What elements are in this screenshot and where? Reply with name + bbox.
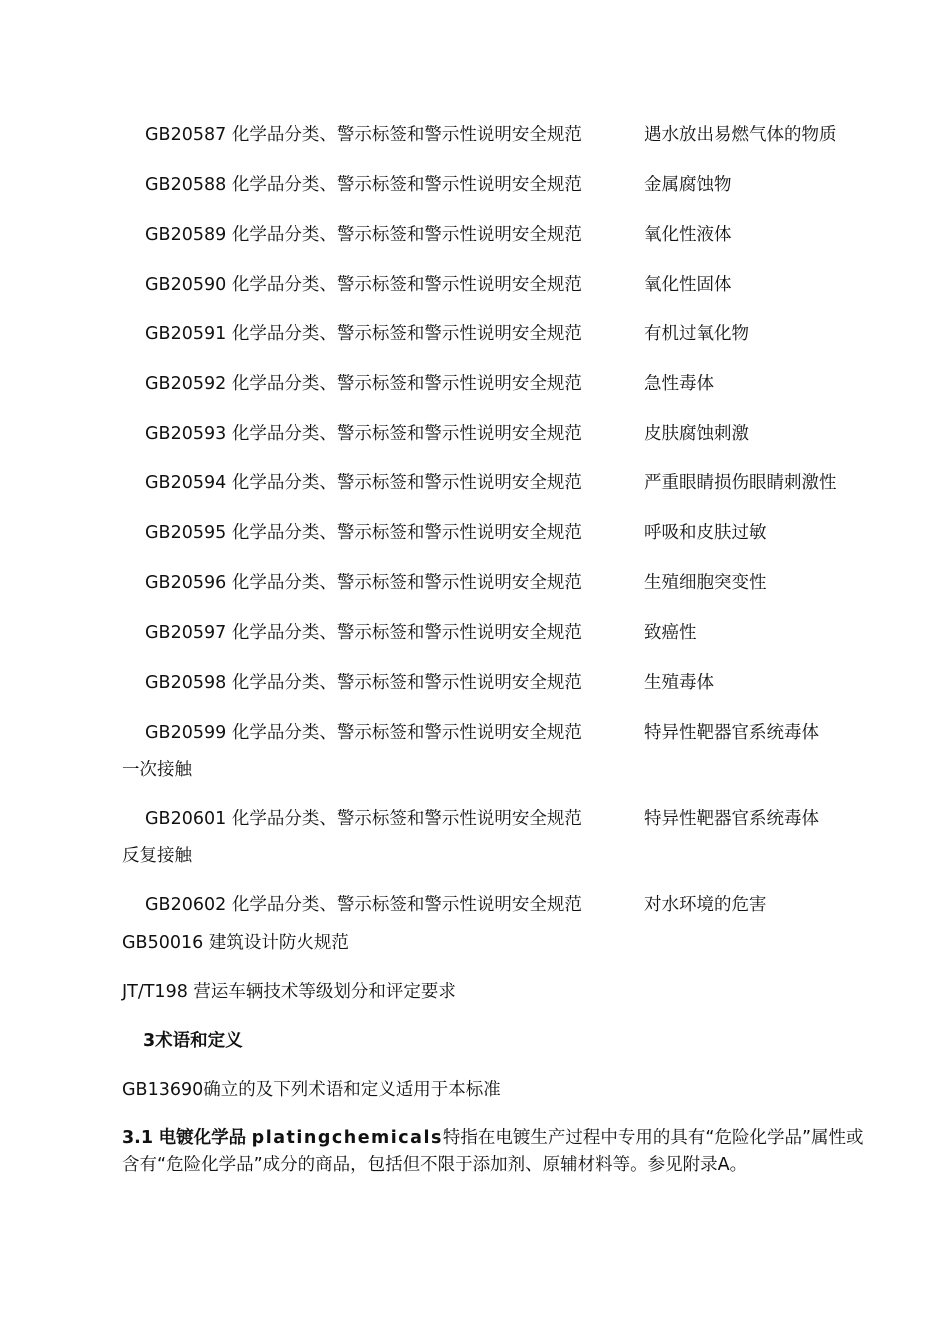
standard-row	[0, 271, 950, 295]
definition-number: 3.1	[122, 1128, 154, 1148]
standard-reference	[145, 271, 582, 296]
standard-title: 化学品分类、警示标签和警示性说明安全规范	[231, 673, 582, 693]
hazard-category: 金属腐蚀物	[644, 175, 732, 195]
standard-code: GB20589	[145, 225, 227, 245]
standard-row	[0, 891, 950, 915]
standard-title: 化学品分类、警示标签和警示性说明安全规范	[231, 275, 582, 295]
standard-row	[0, 805, 950, 829]
standard-code: GB20596	[145, 573, 227, 593]
standard-title: 化学品分类、警示标签和警示性说明安全规范	[231, 424, 582, 444]
standard-code: GB20599	[145, 723, 227, 743]
standard-title: 化学品分类、警示标签和警示性说明安全规范	[231, 175, 582, 195]
standard-title: 建筑设计防火规范	[208, 933, 349, 953]
standard-reference	[145, 569, 582, 594]
standard-row	[0, 420, 950, 444]
standard-reference	[145, 719, 582, 744]
standard-title: 化学品分类、警示标签和警示性说明安全规范	[231, 374, 582, 394]
hazard-category: 对水环境的危害	[644, 895, 767, 915]
standard-code: GB20594	[145, 473, 227, 493]
standard-code: GB20592	[145, 374, 227, 394]
standard-row	[0, 619, 950, 643]
standard-title: 化学品分类、警示标签和警示性说明安全规范	[231, 809, 582, 829]
standard-reference	[145, 121, 582, 146]
hazard-category: 氧化性固体	[644, 275, 732, 295]
standard-row	[0, 469, 950, 493]
standard-title: 营运车辆技术等级划分和评定要求	[193, 982, 456, 1002]
standard-title: 化学品分类、警示标签和警示性说明安全规范	[231, 473, 582, 493]
standard-row	[0, 569, 950, 593]
standard-reference	[145, 469, 582, 494]
standard-reference	[145, 519, 582, 544]
standard-title: 化学品分类、警示标签和警示性说明安全规范	[231, 324, 582, 344]
standard-title: 化学品分类、警示标签和警示性说明安全规范	[231, 523, 582, 543]
standard-code: GB20601	[145, 809, 227, 829]
section-heading: 3术语和定义	[143, 1031, 243, 1051]
standard-reference	[145, 320, 582, 345]
standard-code: GB20588	[145, 175, 227, 195]
standard-row	[0, 121, 950, 145]
standard-reference	[145, 619, 582, 644]
standard-reference	[145, 669, 582, 694]
standard-reference	[145, 221, 582, 246]
standard-title: 化学品分类、警示标签和警示性说明安全规范	[231, 623, 582, 643]
standard-code: GB20598	[145, 673, 227, 693]
hazard-category: 生殖毒体	[644, 673, 714, 693]
definition-3-1	[122, 1125, 872, 1179]
standard-reference	[145, 370, 582, 395]
standard-code: GB20595	[145, 523, 227, 543]
standard-title: 化学品分类、警示标签和警示性说明安全规范	[231, 573, 582, 593]
standard-code: JT/T198	[122, 982, 188, 1002]
hazard-category: 氧化性液体	[644, 225, 732, 245]
standard-row	[0, 171, 950, 195]
standard-code: GB20591	[145, 324, 227, 344]
standard-reference	[145, 805, 582, 830]
standard-reference	[145, 171, 582, 196]
standard-title: 化学品分类、警示标签和警示性说明安全规范	[231, 225, 582, 245]
standard-reference	[145, 420, 582, 445]
standard-row	[0, 221, 950, 245]
hazard-category: 特异性靶器官系统毒体	[644, 809, 819, 829]
standard-row	[0, 669, 950, 693]
hazard-category: 有机过氧化物	[644, 324, 749, 344]
standard-code: GB20590	[145, 275, 227, 295]
hazard-category: 遇水放出易燃气体的物质	[644, 125, 837, 145]
standard-title: 化学品分类、警示标签和警示性说明安全规范	[231, 895, 582, 915]
standard-row	[0, 320, 950, 344]
standard-row	[0, 519, 950, 543]
standard-reference-gb50016	[122, 929, 349, 954]
hazard-category: 特异性靶器官系统毒体	[644, 723, 819, 743]
hazard-category: 生殖细胞突变性	[644, 573, 767, 593]
hazard-category: 皮肤腐蚀刺激	[644, 424, 749, 444]
standard-reference	[145, 891, 582, 916]
standard-code: GB20597	[145, 623, 227, 643]
hazard-category: 致癌性	[644, 623, 697, 643]
section-intro: GB13690确立的及下列术语和定义适用于本标准	[122, 1080, 501, 1100]
standard-code: GB50016	[122, 933, 204, 953]
definition-term-english: platingchemicals	[251, 1128, 443, 1148]
hazard-category-continuation: 反复接触	[122, 846, 192, 866]
hazard-category: 严重眼睛损伤眼睛刺激性	[644, 473, 837, 493]
hazard-category-continuation: 一次接触	[122, 760, 192, 780]
standard-reference-jtt198	[122, 978, 456, 1003]
standard-title: 化学品分类、警示标签和警示性说明安全规范	[231, 723, 582, 743]
hazard-category: 呼吸和皮肤过敏	[644, 523, 767, 543]
hazard-category: 急性毒体	[644, 374, 714, 394]
standard-row	[0, 719, 950, 743]
standard-code: GB20587	[145, 125, 227, 145]
standard-row	[0, 370, 950, 394]
standard-code: GB20593	[145, 424, 227, 444]
definition-text: 特指在电镀生产过程中专用的具有“危险化学品”属性或含有“危险化学品”成分的商品，包括但不限于添加剂、原辅材料等。参见附录A。	[122, 1128, 864, 1175]
standard-title: 化学品分类、警示标签和警示性说明安全规范	[231, 125, 582, 145]
definition-term: 电镀化学品	[158, 1128, 247, 1148]
standard-code: GB20602	[145, 895, 227, 915]
